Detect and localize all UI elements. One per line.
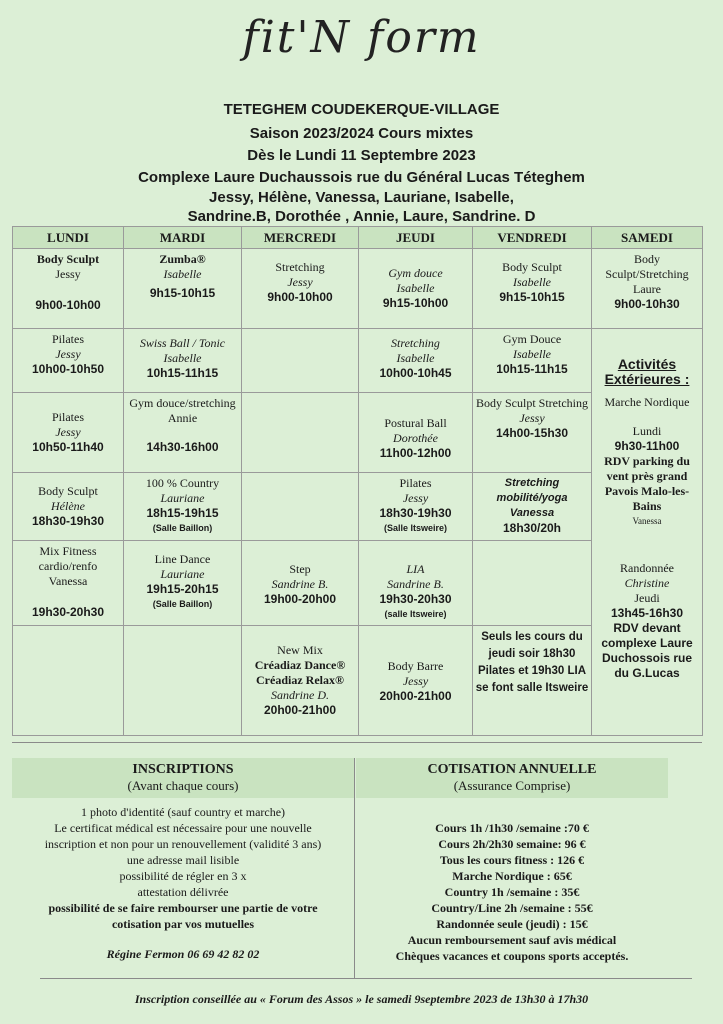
coach: Sandrine B. xyxy=(271,577,329,591)
class-name: Mix Fitness cardio/renfo xyxy=(38,544,98,573)
hike: Randonnée xyxy=(620,561,674,575)
time: 20h00-21h00 xyxy=(379,689,452,703)
time: 10h00-10h50 xyxy=(31,362,105,376)
price-line: Cours 1h /1h30 /semaine :70 € xyxy=(435,821,589,835)
class-name: Créadiaz Dance® xyxy=(254,658,346,672)
thursday-time: 13h45-16h30 xyxy=(610,606,684,620)
header-coaches-1: Jessy, Hélène, Vanessa, Lauriane, Isabelle, xyxy=(209,189,514,206)
coach: Vanessa xyxy=(509,507,555,519)
time: 20h00-21h00 xyxy=(263,703,337,717)
coach: Jessy xyxy=(55,347,81,361)
day-header: LUNDI xyxy=(13,227,124,249)
coach: Jessy xyxy=(402,674,429,688)
time: 14h00-15h30 xyxy=(495,426,569,440)
price-line: Country/Line 2h /semaine : 55€ xyxy=(431,901,593,915)
coach: Vanessa xyxy=(48,574,88,588)
time: 18h30-19h30 xyxy=(31,514,105,528)
class-cell xyxy=(242,541,359,626)
contact: Régine Fermon 06 69 42 82 02 xyxy=(106,947,260,961)
class-name: Gym douce xyxy=(388,266,443,280)
time: 9h00-10h00 xyxy=(35,298,101,312)
price-line: Cours 2h/2h30 semaine: 96 € xyxy=(438,837,586,851)
header-location: Complexe Laure Duchaussois rue du Général Lucas Téteghem xyxy=(138,169,585,186)
class-name: 100 % Country xyxy=(145,476,220,490)
inscription-line: attestation délivrée xyxy=(137,885,229,899)
time: 9h15-10h15 xyxy=(499,290,565,304)
day-header: MARDI xyxy=(124,227,242,249)
class-name: LIA xyxy=(406,562,425,576)
coach: Sandrine B. xyxy=(387,577,444,591)
room: (Salle Baillon) xyxy=(152,599,213,609)
cotisation-subtitle: (Assurance Comprise) xyxy=(453,778,571,793)
class-name: Swiss Ball / Tonic xyxy=(139,336,226,350)
class-cell xyxy=(13,393,124,473)
header-season: Saison 2023/2024 Cours mixtes xyxy=(249,125,474,142)
price-line: Randonnée seule (jeudi) : 15€ xyxy=(436,917,588,931)
coach: Isabelle xyxy=(396,351,435,365)
rdv-1: RDV parking du vent près grand Pavois Malo-les-Bains xyxy=(604,454,690,513)
coach: Sandrine D. xyxy=(271,688,329,702)
logo: fit'N form xyxy=(242,12,481,63)
room: (salle Itsweire) xyxy=(384,609,447,619)
class-cell xyxy=(359,626,473,736)
class-name: Zumba® xyxy=(159,252,206,266)
class-cell xyxy=(242,626,359,736)
class-name: Body Sculpt xyxy=(38,484,98,498)
class-cell xyxy=(359,393,473,473)
class-cell xyxy=(124,473,242,541)
class-cell xyxy=(13,329,124,393)
coach: Jessy xyxy=(55,267,81,281)
class-cell xyxy=(13,541,124,626)
nordic-walk: Marche Nordique xyxy=(604,395,690,409)
coach: Jessy xyxy=(55,425,81,439)
price-line: Aucun remboursement sauf avis médical xyxy=(407,933,617,947)
outdoor-activities xyxy=(592,329,703,736)
coach: Hélène xyxy=(51,499,85,513)
coach: Annie xyxy=(167,411,198,425)
time: 19h15-20h15 xyxy=(146,582,219,596)
coach: Isabelle xyxy=(513,275,551,289)
coach: Isabelle xyxy=(513,347,551,361)
schedule-table xyxy=(12,226,703,736)
class-cell xyxy=(473,393,592,473)
divider xyxy=(12,742,702,743)
coach: Jessy xyxy=(287,275,313,289)
footer-note: Inscription conseillée au « Forum des Assos » le samedi 9septembre 2023 de 13h30 à 17h30 xyxy=(134,992,589,1006)
price-line: Chèques vacances et coupons sports acceptés. xyxy=(395,949,629,963)
class-cell xyxy=(13,249,124,329)
class-name: New Mix xyxy=(277,643,323,657)
divider xyxy=(40,978,692,979)
inscription-line: 1 photo d'identité (sauf country et marche) xyxy=(80,805,286,819)
class-name: Body Barre xyxy=(387,659,444,673)
price-line: Marche Nordique : 65€ xyxy=(452,869,572,883)
class-name: Postural Ball xyxy=(384,416,447,430)
coach: Dorothée xyxy=(393,431,438,445)
class-cell xyxy=(124,329,242,393)
time: 11h00-12h00 xyxy=(379,446,452,460)
class-name: Body Sculpt xyxy=(502,260,562,274)
class-name: Body Sculpt Stretching xyxy=(476,396,588,410)
class-name: Body Sculpt/Stretching xyxy=(605,252,689,281)
class-cell-empty xyxy=(13,626,124,736)
class-name: Gym douce/stretching xyxy=(129,396,236,410)
class-cell xyxy=(124,541,242,626)
inscription-line: Le certificat médical est nécessaire pour une nouvelle xyxy=(54,821,312,835)
time: 19h00-20h00 xyxy=(263,592,337,606)
inscriptions-subtitle: (Avant chaque cours) xyxy=(127,778,239,793)
coach: Vanessa xyxy=(632,516,662,526)
class-name: Stretching mobilité/yoga xyxy=(496,477,568,504)
time: 18h30/20h xyxy=(502,521,562,535)
divider xyxy=(354,758,355,978)
class-name: Stretching xyxy=(275,260,325,274)
inscriptions-title: INSCRIPTIONS xyxy=(132,762,234,777)
outdoor-title: Activités Extérieures : xyxy=(604,356,690,387)
coach: Isabelle xyxy=(163,267,202,281)
monday-label: Lundi xyxy=(632,424,662,438)
room-note xyxy=(473,626,592,736)
coach: Jessy xyxy=(402,491,429,505)
inscription-line: possibilité de régler en 3 x xyxy=(119,869,247,883)
rdv-2: RDV devant complexe Laure Duchossois rue du G.Lucas xyxy=(601,621,693,680)
class-cell-empty xyxy=(473,541,592,626)
time: 10h15-11h15 xyxy=(146,366,219,380)
class-name: Gym Douce xyxy=(502,332,562,346)
class-name: Stretching xyxy=(391,336,440,350)
day-header: MERCREDI xyxy=(242,227,359,249)
day-header: JEUDI xyxy=(359,227,473,249)
inscription-line: cotisation par vos mutuelles xyxy=(111,917,255,931)
class-cell xyxy=(124,249,242,329)
coach: Laure xyxy=(633,282,661,296)
time: 9h00-10h00 xyxy=(267,290,333,304)
thursday-label: Jeudi xyxy=(634,591,660,605)
class-name: Step xyxy=(289,562,311,576)
class-cell xyxy=(242,249,359,329)
inscriptions-list xyxy=(12,804,354,962)
inscription-line: possibilité de se faire rembourser une partie de votre xyxy=(48,901,318,915)
class-cell-empty xyxy=(242,329,359,393)
class-name: Pilates xyxy=(399,476,432,490)
time: 18h15-19h15 xyxy=(146,506,219,520)
room: (Salle Itsweire) xyxy=(383,523,448,533)
price-line: Tous les cours fitness : 126 € xyxy=(439,853,585,867)
room: (Salle Baillon) xyxy=(152,523,213,533)
cotisation-title: COTISATION ANNUELLE xyxy=(427,762,597,777)
time: 18h30-19h30 xyxy=(379,506,452,520)
coach: Jessy xyxy=(519,411,545,425)
class-name: Line Dance xyxy=(154,552,211,566)
class-cell xyxy=(473,473,592,541)
cotisation-list xyxy=(356,820,668,964)
inscriptions-header xyxy=(12,758,354,798)
header-start: Dès le Lundi 11 Septembre 2023 xyxy=(247,147,476,164)
class-name: Créadiaz Relax® xyxy=(256,673,344,687)
cotisation-header xyxy=(356,758,668,798)
coach: Lauriane xyxy=(160,567,205,581)
room-note-text: Seuls les cours du jeudi soir 18h30 Pilates et 19h30 LIA se font salle Itsweire xyxy=(475,631,589,694)
time: 9h15-10h00 xyxy=(382,296,449,310)
day-header: VENDREDI xyxy=(473,227,592,249)
time: 14h30-16h00 xyxy=(146,440,219,454)
price-line: Country 1h /semaine : 35€ xyxy=(444,885,580,899)
coach: Isabelle xyxy=(163,351,202,365)
coach: Christine xyxy=(624,576,670,590)
time: 10h15-11h15 xyxy=(496,362,568,376)
class-cell xyxy=(13,473,124,541)
class-cell-empty xyxy=(242,473,359,541)
class-cell xyxy=(359,473,473,541)
class-cell xyxy=(359,329,473,393)
header-town: TETEGHEM COUDEKERQUE-VILLAGE xyxy=(223,101,500,118)
class-name: Pilates xyxy=(52,410,84,424)
time: 10h00-10h45 xyxy=(379,366,452,380)
monday-time: 9h30-11h00 xyxy=(614,439,680,453)
time: 19h30-20h30 xyxy=(31,605,105,619)
class-cell-empty xyxy=(124,626,242,736)
class-cell xyxy=(473,329,592,393)
class-cell xyxy=(359,541,473,626)
coach: Isabelle xyxy=(396,281,435,295)
time: 9h00-10h30 xyxy=(614,297,680,311)
inscription-line: une adresse mail lisible xyxy=(126,853,240,867)
header-coaches-2: Sandrine.B, Dorothée , Annie, Laure, Sandrine. D xyxy=(187,208,536,225)
class-name: Pilates xyxy=(52,332,84,346)
time: 19h30-20h30 xyxy=(379,592,452,606)
class-cell xyxy=(359,249,473,329)
class-cell xyxy=(592,249,703,329)
day-header: SAMEDI xyxy=(592,227,703,249)
inscription-line: inscription et non pour un renouvellement (validité 3 ans) xyxy=(44,837,322,851)
class-name: Body Sculpt xyxy=(36,252,100,266)
class-cell-empty xyxy=(242,393,359,473)
time: 9h15-10h15 xyxy=(149,286,216,300)
time: 10h50-11h40 xyxy=(32,440,104,454)
class-cell xyxy=(473,249,592,329)
class-cell xyxy=(124,393,242,473)
coach: Lauriane xyxy=(160,491,205,505)
